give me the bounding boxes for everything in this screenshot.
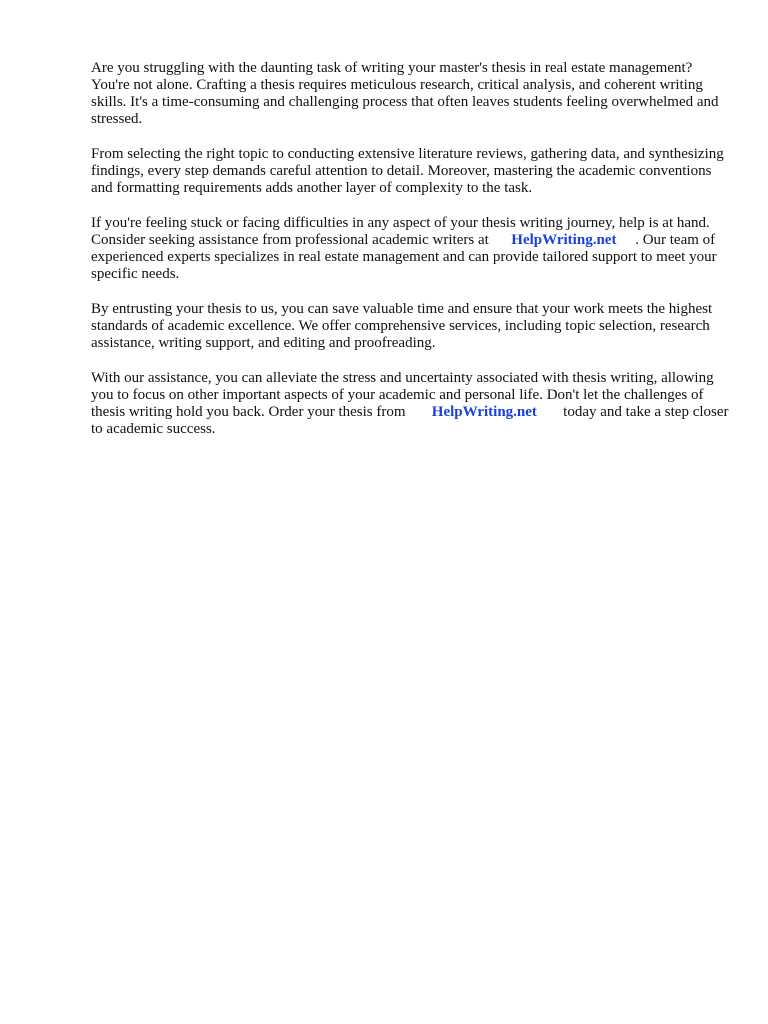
paragraph-closing-text-before: With our assistance, you can alleviate the stress and uncertainty associated with thesis writing, allowing you to focus on other important aspects of your academic and personal life. Don't let the challenges of thesis writing hold you back. Order your thesis from	[91, 370, 714, 420]
paragraph-process: From selecting the right topic to conducting extensive literature reviews, gathering data, and synthesizing findings, every step demands careful attention to detail. Moreover, mastering the academic conventions and formatting requirements adds another layer of complexity to the task.	[91, 146, 724, 196]
document-body	[91, 60, 731, 456]
paragraph-help	[91, 215, 731, 283]
paragraph-help-text-before: If you're feeling stuck or facing difficulties in any aspect of your thesis writing journey, help is at hand. Consider seeking assistance from professional academic writers at	[91, 215, 710, 248]
paragraph-closing-text-after: today and take a step closer to academic success.	[91, 404, 729, 437]
helpwriting-link-order[interactable]: HelpWriting.net	[431, 404, 537, 420]
paragraph-services: By entrusting your thesis to us, you can save valuable time and ensure that your work meets the highest standards of academic excellence. We offer comprehensive services, including topic selection, research assistance, writing support, and editing and proofreading.	[91, 301, 713, 351]
paragraph-closing	[91, 370, 731, 438]
paragraph-intro: Are you struggling with the daunting task of writing your master's thesis in real estate management? You're not alone. Crafting a thesis requires meticulous research, critical analysis, and coherent writing skills. It's a time-consuming and challenging process that often leaves students feeling overwhelmed and stressed.	[91, 60, 719, 127]
helpwriting-link[interactable]: HelpWriting.net	[511, 232, 617, 248]
paragraph-help-text-after: . Our team of experienced experts specializes in real estate management and can provide tailored support to meet your specific needs.	[91, 232, 717, 282]
